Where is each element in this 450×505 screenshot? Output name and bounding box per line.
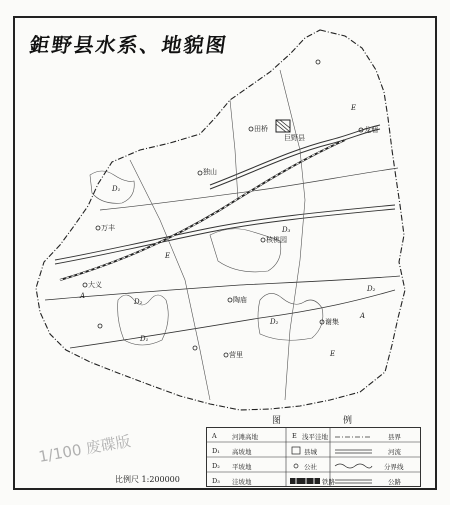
map-title: 鉅野县水系、地貌图 [28,33,230,57]
river-main-2b [55,209,395,264]
town-marker [261,238,265,242]
town-marker [193,346,197,350]
town-label: 巨野县 [284,134,305,142]
town-label: 谢集 [325,318,339,326]
legend-label: 公路 [388,478,401,486]
zone-label: E [351,104,357,112]
town-marker [198,171,202,175]
town-label: 田桥 [254,125,268,133]
legend-label: 浅平洼地 [302,433,328,441]
legend-symbol: D₂ [212,462,220,470]
legend-title-left: 图 [272,416,282,426]
zone-label: A [360,312,366,320]
handwritten-note: 1/100 废碟版 [37,432,132,466]
legend-label: 分界线 [384,463,404,471]
scale-text: 比例尺 1:200000 [115,475,180,484]
town-label: 独山 [203,168,217,176]
legend-label: 铁路 [322,478,335,486]
zone-label: E [165,252,171,260]
town-label: 核桃园 [266,236,287,244]
zone-label: D₂ [270,318,279,326]
road-2 [130,160,210,400]
zone-label: E [330,350,336,358]
legend-title-right: 例 [343,416,353,426]
town-marker [83,283,87,287]
town-label: 万丰 [101,224,115,232]
town-label: 大义 [88,281,102,289]
zone-label: D₂ [134,298,143,306]
legend-label: 河滩高地 [232,433,258,441]
town-marker [98,324,102,328]
zone-label: D₁ [112,185,121,193]
legend-symbol: A [212,432,217,440]
town-marker [316,60,320,64]
town-label: 陶庙 [233,296,247,304]
legend-symbol: D₁ [212,447,220,455]
town-marker [96,226,100,230]
zone-label: D₃ [282,226,291,234]
legend-symbol: D₃ [212,477,220,485]
zone-label: D₂ [367,285,376,293]
legend-label: 县界 [388,433,401,441]
legend-label: 公社 [304,463,317,471]
town-marker [228,298,232,302]
zone-label: D₁ [140,335,149,343]
town-label: 营里 [229,351,243,359]
legend-label: 平坡地 [232,463,252,471]
town-marker [224,353,228,357]
zone-label: A [80,292,86,300]
town-marker [249,127,253,131]
legend-symbol: E [292,432,297,440]
legend-label: 高坡地 [232,448,252,456]
town-label: 龙堌 [364,126,378,134]
county-boundary [36,30,405,410]
legend-label: 河流 [388,448,401,456]
legend-label: 县城 [304,448,317,456]
legend-label: 洼坡地 [232,478,252,486]
road-3 [230,100,238,200]
